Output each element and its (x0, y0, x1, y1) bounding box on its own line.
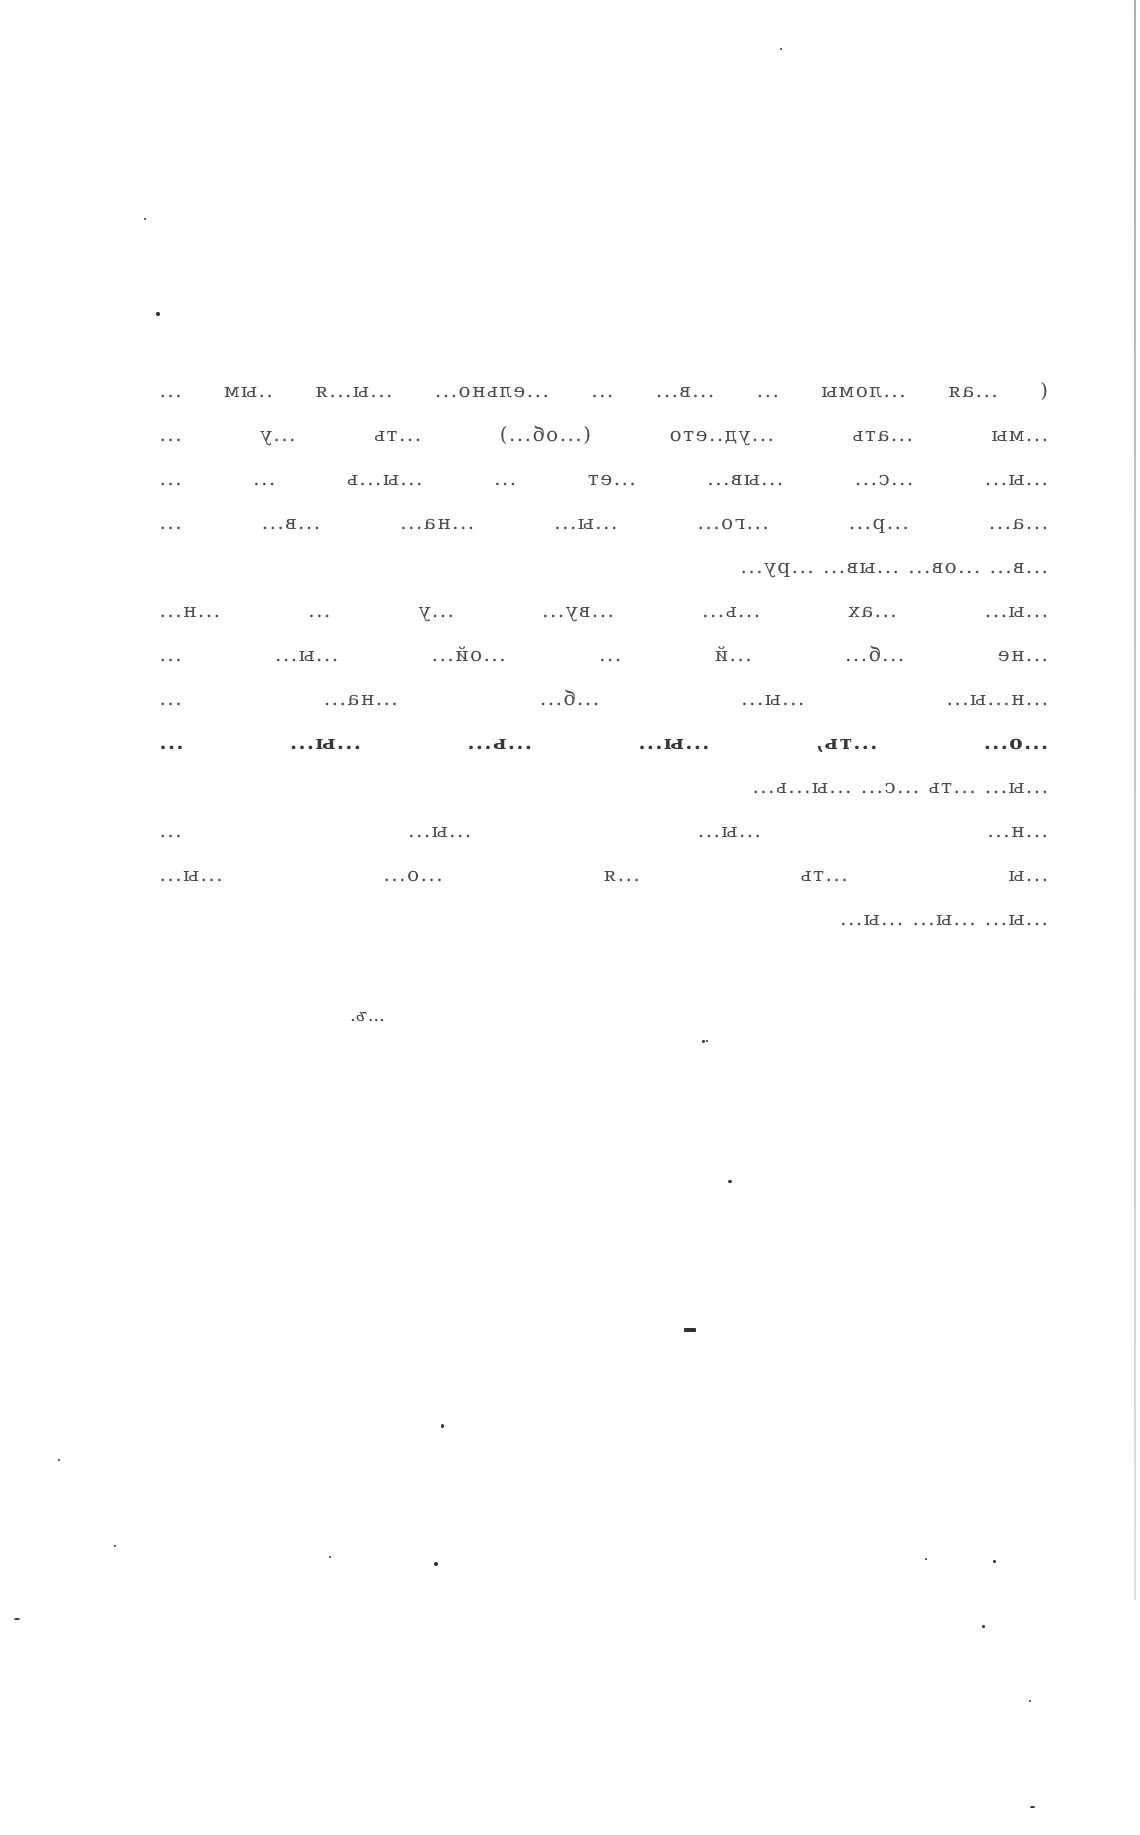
text-line: ...ы... ...ы... ...ы... (838, 906, 1048, 930)
scan-speck (441, 1424, 444, 1428)
scan-speck (925, 1558, 927, 1560)
text-line: ...ы... ...с... ...ыв... ...ет ... ...ы...ь ... ... (158, 466, 1048, 490)
signature-mark: ...ъ. (350, 1005, 385, 1026)
text-line: ...мы ...ать ...уд..ето (...об...) ...ть ...у ... (158, 422, 1048, 446)
scan-speck (702, 1040, 705, 1043)
page-edge-border (1134, 0, 1136, 1600)
mirrored-text-block (158, 368, 1048, 940)
text-line: ...ы... ...ть ...с... ...ы...ь... (750, 774, 1048, 798)
scan-speck (706, 1040, 708, 1042)
text-line: ...а... ...р... ...го... ...ы... ...на... ...в... ... (158, 510, 1048, 534)
scan-speck (156, 312, 160, 316)
text-line: ...о... ...ть, ...ы... ...ь... ...ы... ... (158, 730, 1048, 754)
scan-speck (1030, 1806, 1035, 1808)
scan-speck (14, 1618, 20, 1620)
scan-speck (1029, 1700, 1031, 1702)
text-line: ...н... ...ы... ...ы... ... (158, 818, 1048, 842)
scan-speck (728, 1180, 732, 1183)
scan-speck (58, 1459, 60, 1461)
scan-speck (434, 1562, 438, 1566)
text-line: ...не ...б... ...й ... ...ой... ...ы... ... (158, 642, 1048, 666)
text-line: ...в... ...ов... ...ыв... ...ру... (739, 554, 1048, 578)
scan-speck (780, 48, 782, 50)
scan-speck (993, 1560, 996, 1563)
scan-speck (144, 218, 146, 220)
scan-speck (329, 1556, 331, 1558)
scan-speck (982, 1625, 985, 1628)
text-line: ...ы... ...ах ...ь... ...ву... ...у ... ...н... (158, 598, 1048, 622)
scan-speck (684, 1328, 696, 1332)
text-line: ...н...ы... ...ы... ...б... ...на... ... (158, 686, 1048, 710)
scan-speck (114, 1545, 116, 1547)
text-line: ...ы ...ть ...я ...о... ...ы... (158, 862, 1048, 886)
text-line: ( ...ая ...ломы ... ...в... ... ...ельно... ...ы...я ..ым ... (158, 378, 1048, 402)
